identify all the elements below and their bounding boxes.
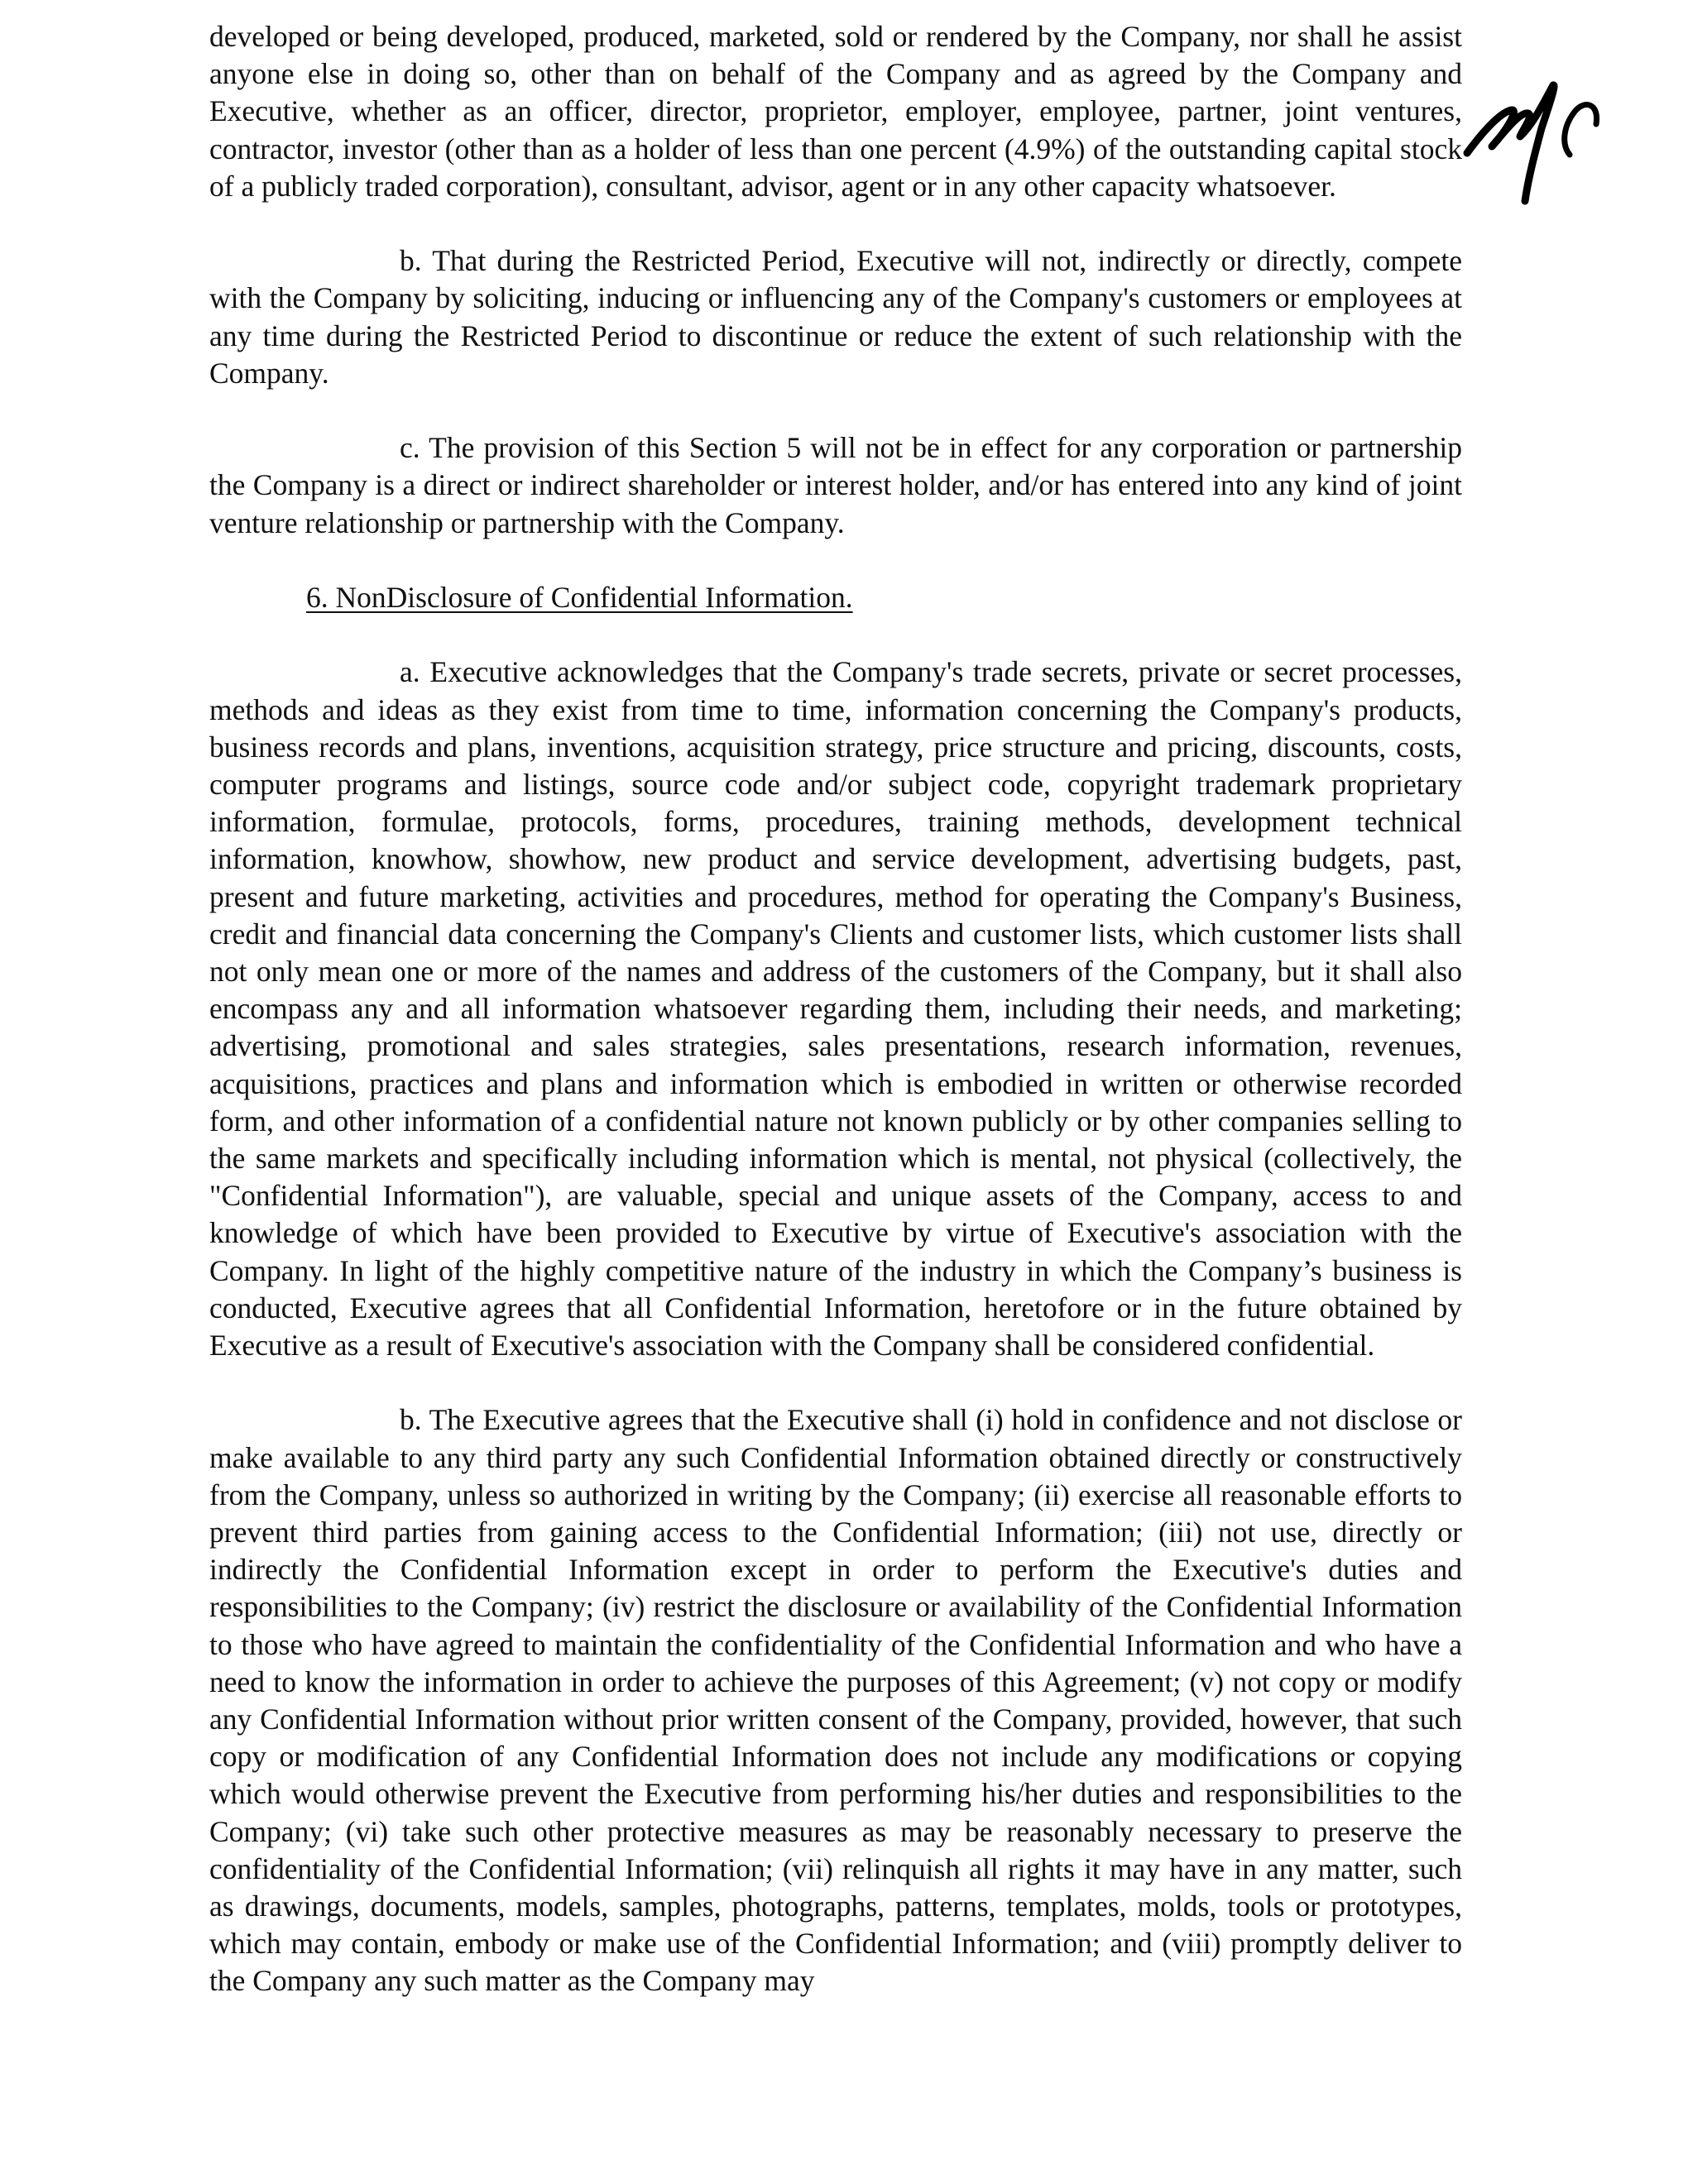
paragraph-section-5b: b. That during the Restricted Period, Executive will not, indirectly or directly, compete with the Company by soliciting, inducing or influencing any of the Company's customers or employees at any time during the Restricted Period to discontinue or reduce the extent of such relationship with the Company. — [209, 244, 1462, 390]
paragraph-section-6b: b. The Executive agrees that the Executive shall (i) hold in confidence and not disclose or make available to any third party any such Confidential Information obtained directly or constructively from the Company, unless so authorized in writing by the Company; (ii) exercise all reasonable efforts to prevent third parties from gaining access to the Confidential Information; (iii) not use, directly or indirectly the Confidential Information except in order to perform the Executive's duties and responsibilities to the Company; (iv) restrict the disclosure or availability of the Confidential Information to those who have agreed to maintain the confidentiality of the Confidential Information and who have a need to know the information in order to achieve the purposes of this Agreement; (v) not copy or modify any Confidential Information without prior written consent of the Company, provided, however, that such copy or modification of any Confidential Information does not include any modifications or copying which would otherwise prevent the Executive from performing his/her duties and responsibilities to the Company; (vi) take such other protective measures as may be reasonably necessary to preserve the confidentiality of the Confidential Information; (vii) relinquish all rights it may have in any matter, such as drawings, documents, models, samples, photographs, patterns, templates, molds, tools or prototypes, which may contain, embody or make use of the Confidential Information; and (viii) promptly deliver to the Company any such matter as the Company may — [209, 1403, 1462, 1998]
paragraph-section-6a: a. Executive acknowledges that the Company's trade secrets, private or secret processes, methods and ideas as they exist from time to time, information concerning the Company's products, business records and plans, inventions, acquisition strategy, price structure and pricing, discounts, costs, computer programs and listings, source code and/or subject code, copyright trademark proprietary information, formulae, protocols, forms, procedures, training methods, development technical information, knowhow, showhow, new product and service development, advertising budgets, past, present and future marketing, activities and procedures, method for operating the Company's Business, credit and financial data concerning the Company's Clients and customer lists, which customer lists shall not only mean one or more of the names and address of the customers of the Company, but it shall also encompass any and all information whatsoever regarding them, including their needs, and marketing; advertising, promotional and sales strategies, sales presentations, research information, revenues, acquisitions, practices and plans and information which is embodied in written or otherwise recorded form, and other information of a confidential nature not known publicly or by other companies selling to the same markets and specifically including information which is mental, not physical (collectively, the "Confidential Information"), are valuable, special and unique assets of the Company, access to and knowledge of which have been provided to Executive by virtue of Executive's association with the Company. In light of the highly competitive nature of the industry in which the Company’s business is conducted, Executive agrees that all Confidential Information, heretofore or in the future obtained by Executive as a result of Executive's association with the Company shall be considered confidential. — [209, 655, 1462, 1363]
paragraph-continuation: developed or being developed, produced, marketed, sold or rendered by the Company, nor shall he assist anyone else in doing so, other than on behalf of the Company and as agreed by the Company and Executive, whether as an officer, director, proprietor, employer, employee, partner, joint ventures, contractor, investor (other than as a holder of less than one percent (4.9%) of the outstanding capital stock of a publicly traded corporation), consultant, advisor, agent or in any other capacity whatsoever. — [209, 20, 1462, 203]
paragraph-section-5c: c. The provision of this Section 5 will not be in effect for any corporation or partnership the Company is a direct or indirect shareholder or interest holder, and/or has entered into any kind of joint venture relationship or partnership with the Company. — [209, 431, 1462, 539]
handwritten-initials-icon — [1460, 79, 1601, 211]
document-page — [209, 18, 1462, 2038]
signature-stroke-m — [1467, 85, 1554, 201]
section-heading: 6. NonDisclosure of Confidential Information. — [306, 581, 853, 614]
signature-stroke-c — [1565, 105, 1597, 155]
